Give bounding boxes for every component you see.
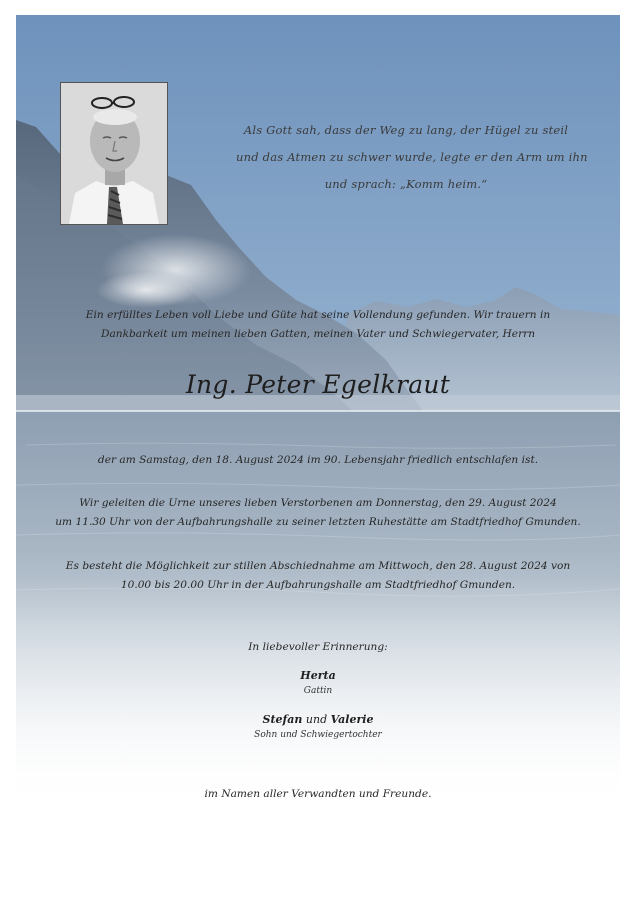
mourner-spouse xyxy=(30,668,606,698)
farewell-paragraph xyxy=(30,557,606,595)
mourner-first-name: Stefan xyxy=(262,713,303,726)
quote-line: und das Atmen zu schwer wurde, legte er den Arm um ihn xyxy=(236,150,588,164)
remembrance-heading xyxy=(30,638,606,657)
mourner-second-name: Valerie xyxy=(330,713,374,726)
death-notice-line: der am Samstag, den 18. August 2024 im 90. Lebensjahr friedlich entschlafen ist. xyxy=(97,454,539,466)
quote-line: Als Gott sah, dass der Weg zu lang, der Hügel zu steil xyxy=(243,123,569,137)
quote-line: und sprach: „Komm heim.“ xyxy=(324,177,488,191)
burial-line: um 11.30 Uhr von der Aufbahrungshalle zu seiner letzten Ruhestätte am Stadtfriedhof Gmunden. xyxy=(55,516,581,528)
deceased-name: Ing. Peter Egelkraut xyxy=(185,370,451,399)
closing-text: im Namen aller Verwandten und Freunde. xyxy=(204,788,432,800)
portrait-photo xyxy=(60,82,168,225)
mourner-first-name: Herta xyxy=(300,669,336,682)
memorial-quote xyxy=(236,117,588,198)
burial-paragraph xyxy=(30,494,606,532)
intro-line: Dankbarkeit um meinen lieben Gatten, meinen Vater und Schwiegervater, Herrn xyxy=(100,328,536,340)
remembrance-text: In liebevoller Erinnerung: xyxy=(248,641,388,653)
farewell-line: 10.00 bis 20.00 Uhr in der Aufbahrungshalle am Stadtfriedhof Gmunden. xyxy=(120,579,516,591)
mourner-role: Sohn und Schwiegertochter xyxy=(254,730,382,740)
mourner-joiner: und xyxy=(305,713,328,726)
burial-line: Wir geleiten die Urne unseres lieben Verstorbenen am Donnerstag, den 29. August 2024 xyxy=(79,497,557,509)
mourner-name xyxy=(30,668,606,684)
portrait-image xyxy=(61,83,167,224)
intro-line: Ein erfülltes Leben voll Liebe und Güte hat seine Vollendung gefunden. Wir trauern in xyxy=(85,309,551,321)
farewell-line: Es besteht die Möglichkeit zur stillen Abschiednahme am Mittwoch, den 28. August 2024 von xyxy=(65,560,571,572)
intro-paragraph xyxy=(30,306,606,344)
closing-line xyxy=(30,785,606,804)
mourner-names xyxy=(30,712,606,728)
mourner-role: Gattin xyxy=(303,686,333,696)
mourner-children xyxy=(30,712,606,742)
death-notice xyxy=(30,451,606,470)
